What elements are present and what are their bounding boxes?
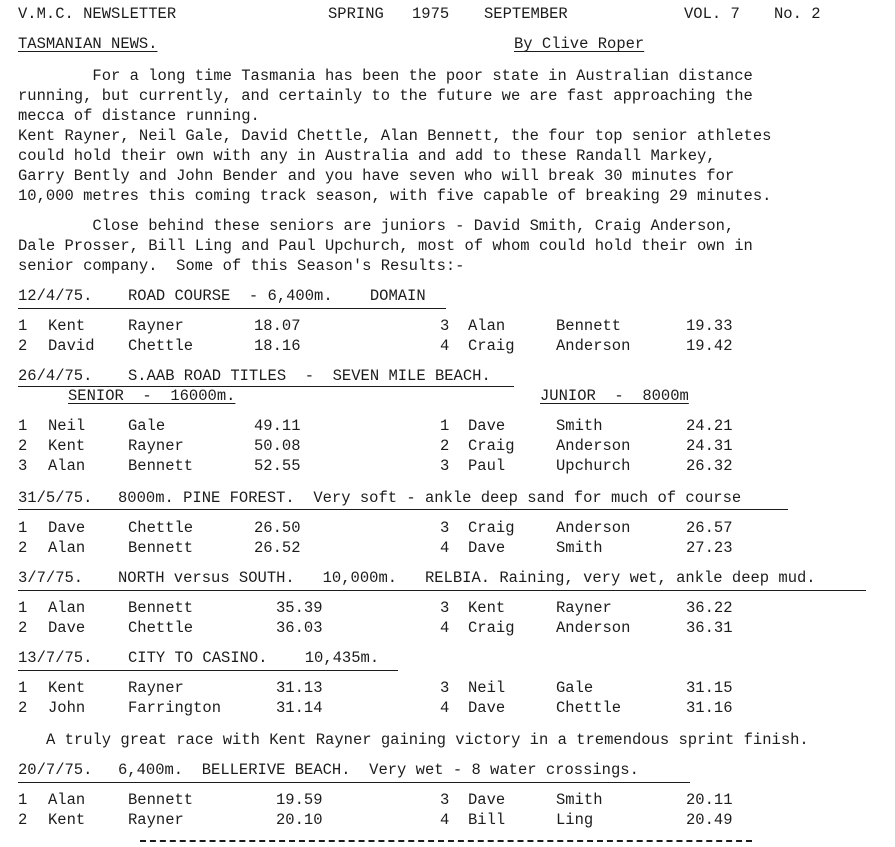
- place: 3: [440, 599, 450, 617]
- finish-time: 50.08: [254, 437, 301, 455]
- last-name: Ling: [556, 811, 594, 829]
- month: SEPTEMBER: [484, 5, 568, 23]
- finish-time: 26.57: [686, 519, 733, 537]
- first-name: Paul: [468, 457, 506, 475]
- place: 3: [440, 317, 450, 335]
- race-title: NORTH versus SOUTH. 10,000m. RELBIA. Raining, very wet, ankle deep mud.: [118, 569, 816, 587]
- place: 3: [440, 791, 450, 809]
- paragraph-line: Close behind these seniors are juniors - David Smith, Craig Anderson,: [18, 217, 735, 235]
- first-name: Neil: [48, 417, 86, 435]
- race-header-rule: [18, 670, 398, 671]
- place: 3: [440, 679, 450, 697]
- race-date: 13/7/75.: [18, 649, 93, 667]
- place: 1: [18, 679, 28, 697]
- volume: VOL. 7: [684, 5, 740, 23]
- last-name: Bennett: [128, 791, 194, 809]
- last-name: Gale: [128, 417, 166, 435]
- race-date: 3/7/75.: [18, 569, 84, 587]
- finish-time: 19.59: [276, 791, 323, 809]
- finish-time: 31.13: [276, 679, 323, 697]
- last-name: Bennett: [128, 539, 194, 557]
- last-name: Chettle: [128, 337, 194, 355]
- race-note: A truly great race with Kent Rayner gaining victory in a tremendous sprint finish.: [46, 731, 809, 749]
- last-name: Upchurch: [556, 457, 631, 475]
- place: 4: [440, 699, 450, 717]
- first-name: Dave: [468, 417, 506, 435]
- race-title: ROAD COURSE - 6,400m. DOMAIN: [128, 287, 426, 305]
- race-date: 12/4/75.: [18, 287, 93, 305]
- first-name: Kent: [48, 811, 86, 829]
- paragraph-line: 10,000 metres this coming track season, with five capable of breaking 29 minutes.: [18, 187, 772, 205]
- junior-subheading: JUNIOR - 8000m: [540, 387, 689, 405]
- last-name: Chettle: [128, 619, 194, 637]
- race-title: 6,400m. BELLERIVE BEACH. Very wet - 8 water crossings.: [118, 761, 639, 779]
- finish-time: 27.23: [686, 539, 733, 557]
- article-byline: By Clive Roper: [514, 35, 645, 53]
- race-header-rule: [18, 782, 690, 783]
- last-name: Bennett: [556, 317, 622, 335]
- finish-time: 52.55: [254, 457, 301, 475]
- finish-time: 24.31: [686, 437, 733, 455]
- place: 4: [440, 619, 450, 637]
- first-name: John: [48, 699, 86, 717]
- last-name: Anderson: [556, 519, 631, 537]
- closing-separator: [140, 840, 752, 842]
- finish-time: 36.22: [686, 599, 733, 617]
- last-name: Gale: [556, 679, 594, 697]
- paragraph-line: could hold their own with any in Australia and add to these Randall Markey,: [18, 147, 716, 165]
- place: 1: [440, 417, 450, 435]
- finish-time: 20.11: [686, 791, 733, 809]
- race-header-rule: [18, 590, 866, 591]
- place: 1: [18, 519, 28, 537]
- issue-number: No. 2: [774, 5, 821, 23]
- place: 2: [440, 437, 450, 455]
- finish-time: 19.42: [686, 337, 733, 355]
- paragraph-line: mecca of distance running.: [18, 107, 260, 125]
- finish-time: 35.39: [276, 599, 323, 617]
- first-name: Dave: [48, 519, 86, 537]
- first-name: Alan: [48, 457, 86, 475]
- first-name: Craig: [468, 519, 515, 537]
- last-name: Smith: [556, 417, 603, 435]
- first-name: Bill: [468, 811, 506, 829]
- first-name: Dave: [468, 699, 506, 717]
- place: 3: [440, 519, 450, 537]
- paragraph-line: Dale Prosser, Bill Ling and Paul Upchurch, most of whom could hold their own in: [18, 237, 753, 255]
- race-title: S.AAB ROAD TITLES - SEVEN MILE BEACH.: [128, 367, 491, 385]
- first-name: Neil: [468, 679, 506, 697]
- first-name: Dave: [468, 539, 506, 557]
- race-header-rule: [18, 509, 788, 510]
- place: 3: [440, 457, 450, 475]
- paragraph-line: For a long time Tasmania has been the poor state in Australian distance: [18, 67, 753, 85]
- last-name: Rayner: [128, 811, 184, 829]
- last-name: Anderson: [556, 437, 631, 455]
- last-name: Bennett: [128, 599, 194, 617]
- paragraph-line: Garry Bently and John Bender and you have seven who will break 30 minutes for: [18, 167, 735, 185]
- place: 4: [440, 337, 450, 355]
- article-heading: TASMANIAN NEWS.: [18, 35, 158, 53]
- paragraph-line: Kent Rayner, Neil Gale, David Chettle, Alan Bennett, the four top senior athletes: [18, 127, 772, 145]
- last-name: Smith: [556, 539, 603, 557]
- place: 2: [18, 539, 28, 557]
- finish-time: 36.31: [686, 619, 733, 637]
- finish-time: 24.21: [686, 417, 733, 435]
- last-name: Chettle: [128, 519, 194, 537]
- last-name: Rayner: [128, 437, 184, 455]
- finish-time: 26.32: [686, 457, 733, 475]
- finish-time: 20.49: [686, 811, 733, 829]
- last-name: Farrington: [128, 699, 222, 717]
- finish-time: 49.11: [254, 417, 301, 435]
- first-name: Alan: [48, 539, 86, 557]
- last-name: Anderson: [556, 337, 631, 355]
- finish-time: 26.52: [254, 539, 301, 557]
- last-name: Rayner: [556, 599, 612, 617]
- first-name: Alan: [48, 599, 86, 617]
- place: 2: [18, 437, 28, 455]
- last-name: Anderson: [556, 619, 631, 637]
- race-header-rule: [18, 308, 446, 309]
- finish-time: 36.03: [276, 619, 323, 637]
- first-name: Alan: [48, 791, 86, 809]
- finish-time: 18.16: [254, 337, 301, 355]
- first-name: Kent: [468, 599, 506, 617]
- last-name: Smith: [556, 791, 603, 809]
- place: 1: [18, 317, 28, 335]
- paragraph-line: senior company. Some of this Season's Results:-: [18, 257, 465, 275]
- paragraph-line: running, but currently, and certainly to the future we are fast approaching the: [18, 87, 753, 105]
- first-name: Craig: [468, 619, 515, 637]
- finish-time: 18.07: [254, 317, 301, 335]
- year: 1975: [412, 5, 450, 23]
- place: 2: [18, 699, 28, 717]
- first-name: Craig: [468, 437, 515, 455]
- place: 3: [18, 457, 28, 475]
- finish-time: 26.50: [254, 519, 301, 537]
- first-name: Kent: [48, 317, 86, 335]
- place: 4: [440, 811, 450, 829]
- place: 1: [18, 417, 28, 435]
- place: 4: [440, 539, 450, 557]
- first-name: Alan: [468, 317, 506, 335]
- place: 2: [18, 619, 28, 637]
- place: 2: [18, 337, 28, 355]
- finish-time: 31.15: [686, 679, 733, 697]
- place: 2: [18, 811, 28, 829]
- last-name: Chettle: [556, 699, 622, 717]
- place: 1: [18, 791, 28, 809]
- race-title: CITY TO CASINO. 10,435m.: [128, 649, 380, 667]
- first-name: Dave: [48, 619, 86, 637]
- first-name: Craig: [468, 337, 515, 355]
- finish-time: 31.16: [686, 699, 733, 717]
- finish-time: 20.10: [276, 811, 323, 829]
- last-name: Rayner: [128, 679, 184, 697]
- race-date: 31/5/75.: [18, 489, 93, 507]
- first-name: Kent: [48, 679, 86, 697]
- senior-subheading: SENIOR - 16000m.: [68, 387, 236, 405]
- first-name: Kent: [48, 437, 86, 455]
- finish-time: 31.14: [276, 699, 323, 717]
- finish-time: 19.33: [686, 317, 733, 335]
- first-name: David: [48, 337, 95, 355]
- race-date: 26/4/75.: [18, 367, 93, 385]
- season: SPRING: [328, 5, 384, 23]
- race-title: 8000m. PINE FOREST. Very soft - ankle deep sand for much of course: [118, 489, 742, 507]
- last-name: Rayner: [128, 317, 184, 335]
- last-name: Bennett: [128, 457, 194, 475]
- newsletter-name: V.M.C. NEWSLETTER: [18, 5, 177, 23]
- first-name: Dave: [468, 791, 506, 809]
- place: 1: [18, 599, 28, 617]
- race-date: 20/7/75.: [18, 761, 93, 779]
